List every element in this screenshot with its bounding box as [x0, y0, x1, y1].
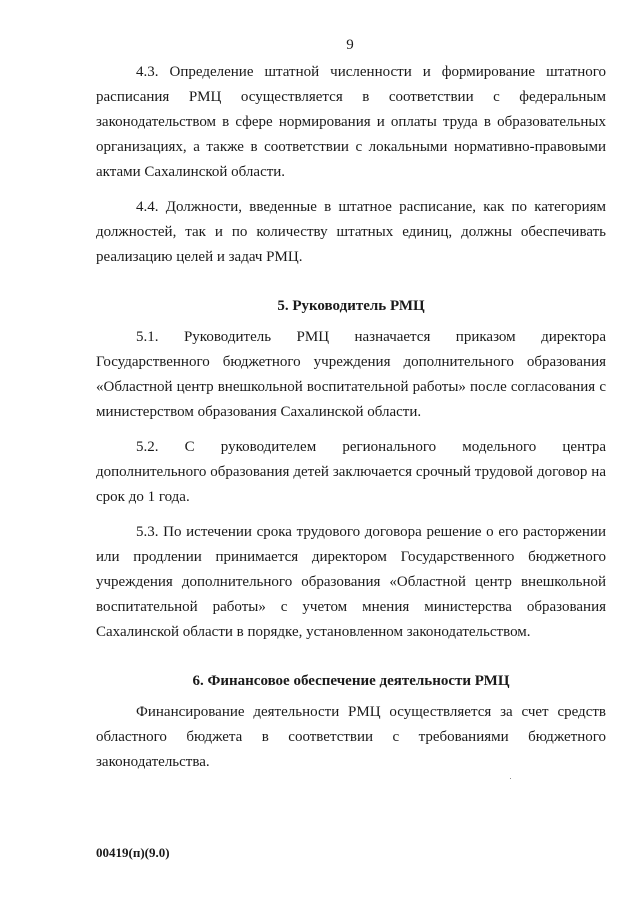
- spacer: [96, 510, 606, 520]
- section-5-title: 5. Руководитель РМЦ: [277, 298, 425, 314]
- spacer: [96, 185, 606, 195]
- paragraph-5-1: 5.1. Руководитель РМЦ назначается приказом директора Государственного бюджетного учреждения дополнительного образования «Областной центр внешкольной воспитательной работы» после согласования с министерством образования Сахалинской области.: [96, 329, 606, 420]
- section-6-title: 6. Финансовое обеспечение деятельности РМЦ: [192, 673, 510, 689]
- paragraph-5-2: 5.2. С руководителем регионального модельного центра дополнительного образования детей заключается срочный трудовой договор на срок до 1 года.: [96, 439, 606, 505]
- scan-artifact: [510, 778, 511, 779]
- document-body: [96, 60, 606, 775]
- paragraph-5-3: 5.3. По истечении срока трудового договора решение о его расторжении или продлении принимается директором Государственного бюджетного учреждения дополнительного образования «Областной центр внешкольной воспитательной работы» с учетом мнения министерства образования Сахалинской области в порядке, установленном законодательством.: [96, 524, 606, 640]
- spacer: [96, 425, 606, 435]
- paragraph-4-4: 4.4. Должности, введенные в штатное расписание, как по категориям должностей, так и по количеству штатных единиц, должны обеспечивать реализацию целей и задач РМЦ.: [96, 199, 606, 265]
- paragraph-4-3: 4.3. Определение штатной численности и формирование штатного расписания РМЦ осуществляется в соответствии с федеральным законодательством в сфере нормирования и оплаты труда в образовательных организациях, а также в соответствии с локальными нормативно-правовыми актами Сахалинской области.: [96, 64, 606, 180]
- paragraph-6: Финансирование деятельности РМЦ осуществляется за счет средств областного бюджета в соответствии с требованиями бюджетного законодательства.: [96, 704, 606, 770]
- page-number: 9: [346, 37, 354, 53]
- document-code: 00419(п)(9.0): [96, 845, 170, 860]
- spacer: [96, 645, 606, 669]
- spacer: [96, 270, 606, 294]
